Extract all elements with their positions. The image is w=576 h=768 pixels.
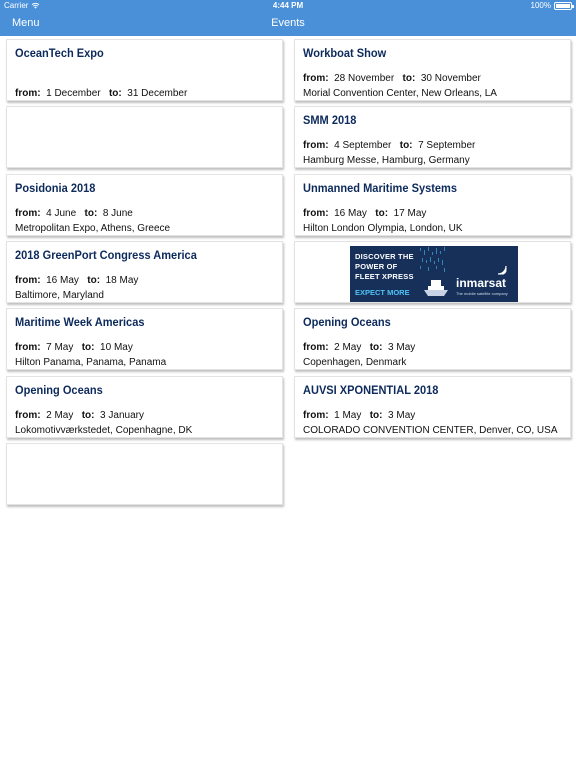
event-to-date: 18 May [105, 275, 139, 286]
event-title: SMM 2018 [303, 113, 357, 127]
event-dates: from: 1 May to: 3 May [303, 410, 416, 421]
event-location: Morial Convention Center, New Orleans, LA [303, 88, 497, 99]
event-from-date: 1 December [46, 88, 101, 99]
event-dates: from: 2 May to: 3 January [15, 410, 144, 421]
event-card[interactable] [294, 39, 571, 101]
event-title: 2018 GreenPort Congress America [15, 248, 197, 262]
event-from-date: 1 May [334, 410, 362, 421]
event-dates: from: 16 May to: 17 May [303, 208, 427, 219]
event-location: Baltimore, Maryland [15, 290, 104, 301]
status-time: 4:44 PM [272, 1, 304, 10]
ad-headline-3: FLEET XPRESS [355, 272, 414, 281]
event-card[interactable] [294, 308, 571, 370]
satellite-signal-icon [498, 264, 510, 276]
battery-icon [554, 2, 572, 10]
event-card[interactable] [6, 174, 283, 236]
event-to-date: 8 June [102, 208, 133, 219]
event-from-date: 28 November [334, 73, 395, 84]
ad-card[interactable] [294, 241, 571, 303]
event-title: AUVSI XPONENTIAL 2018 [303, 383, 439, 397]
event-to-date: 17 May [393, 208, 427, 219]
event-from-date: 16 May [334, 208, 367, 219]
event-location: Hamburg Messe, Hamburg, Germany [303, 155, 470, 166]
event-from-date: 4 June [46, 208, 77, 219]
event-title: Maritime Week Americas [15, 315, 145, 329]
event-title: Posidonia 2018 [15, 181, 96, 195]
event-location: Lokomotivværkstedet, Copenhagne, DK [15, 425, 193, 436]
navigation-bar [0, 12, 576, 36]
event-card[interactable] [294, 376, 571, 438]
event-from-date: 2 May [334, 342, 362, 353]
event-title: Opening Oceans [15, 383, 103, 397]
event-dates: from: 28 November to: 30 November [303, 73, 481, 84]
inmarsat-ad-banner[interactable] [350, 246, 518, 302]
status-bar [0, 0, 576, 12]
event-card[interactable] [6, 376, 283, 438]
event-location: Hilton Panama, Panama, Panama [15, 357, 167, 368]
event-card[interactable] [6, 308, 283, 370]
battery-indicator [531, 1, 572, 10]
ad-cta[interactable]: EXPECT MORE [355, 288, 410, 297]
event-location: Metropolitan Expo, Athens, Greece [15, 223, 171, 234]
event-from-date: 4 September [334, 140, 392, 151]
carrier-label: Carrier [4, 1, 29, 10]
event-location: Copenhagen, Denmark [303, 357, 407, 368]
ad-tagline: The mobile satellite company [456, 291, 508, 296]
event-to-date: 7 September [418, 140, 476, 151]
event-card[interactable] [6, 241, 283, 303]
event-to-date: 3 May [388, 410, 416, 421]
event-title: Workboat Show [303, 46, 387, 60]
event-card[interactable] [6, 39, 283, 101]
event-dates: from: 16 May to: 18 May [15, 275, 139, 286]
ship-icon [422, 276, 450, 298]
event-dates: from: 4 June to: 8 June [15, 208, 133, 219]
event-title: Unmanned Maritime Systems [303, 181, 457, 195]
event-location: Hilton London Olympia, London, UK [303, 223, 463, 234]
event-to-date: 3 May [388, 342, 416, 353]
event-to-date: 10 May [100, 342, 133, 353]
event-dates: from: 7 May to: 10 May [15, 342, 133, 353]
event-dates: from: 4 September to: 7 September [303, 140, 476, 151]
event-dates: from: 2 May to: 3 May [303, 342, 416, 353]
event-from-date: 2 May [46, 410, 74, 421]
event-dates: from: 1 December to: 31 December [15, 88, 188, 99]
menu-button[interactable]: Menu [12, 17, 40, 29]
event-to-date: 3 January [100, 410, 144, 421]
empty-card [6, 443, 283, 505]
empty-card [6, 106, 283, 168]
event-to-date: 30 November [420, 73, 481, 84]
event-card[interactable] [294, 174, 571, 236]
ad-headline-1: DISCOVER THE [355, 252, 414, 261]
event-location: COLORADO CONVENTION CENTER, Denver, CO, USA [303, 425, 558, 436]
event-to-date: 31 December [127, 88, 188, 99]
page-title: Events [271, 17, 305, 29]
event-from-date: 7 May [46, 342, 74, 353]
event-from-date: 16 May [46, 275, 79, 286]
battery-percent: 100% [530, 1, 551, 10]
event-title: Opening Oceans [303, 315, 391, 329]
event-card[interactable] [294, 106, 571, 168]
ad-brand-logo: inmarsat [456, 276, 507, 290]
ad-headline-2: POWER OF [355, 262, 398, 271]
event-title: OceanTech Expo [15, 46, 104, 60]
